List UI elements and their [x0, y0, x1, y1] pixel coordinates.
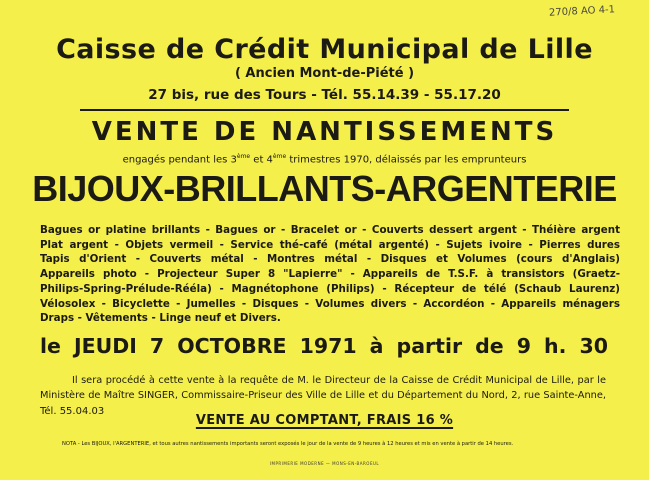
conditions-line: Il sera procédé à cette vente à la requête de M. le Directeur de la Caisse de Crédit Municipal de Lille, par le	[72, 375, 606, 386]
sale-period-mid: et 4	[250, 154, 273, 166]
sale-period-sup2: ème	[272, 153, 287, 160]
archive-mark: 270/8 AO 4-1	[548, 4, 616, 19]
sale-period-sup1: ème	[236, 153, 251, 160]
items-line: Vélosolex - Bicyclette - Jumelles - Disques - Volumes divers - Accordéon - Appareils ménagers	[40, 297, 620, 310]
items-line: Tapis d'Orient - Couverts métal - Montres métal - Disques et Volumes (cours d'Anglais)	[40, 253, 620, 266]
items-list	[40, 223, 620, 326]
sale-title: VENTE DE NANTISSEMENTS	[91, 117, 558, 147]
nota: NOTA - Les BIJOUX, l'ARGENTERIE, et tous autres nantissements importants seront exposés le jour de la vente de 9 heures à 12 heures et mis en vente à partir de 14 heures.	[62, 441, 514, 447]
institution-title: Caisse de Crédit Municipal de Lille	[56, 34, 593, 65]
institution-subtitle: ( Ancien Mont-de-Piété )	[234, 66, 415, 81]
items-line: Plat argent - Objets vermeil - Service thé-café (métal argenté) - Sujets ivoire - Pierres dures	[40, 238, 620, 251]
conditions-line: Ministère de Maître SINGER, Commissaire-Priseur des Ville de Lille et du Département du Nord, 2, rue Sainte-Anne,	[40, 390, 606, 402]
items-line: Philips-Spring-Prélude-Rééla) - Magnétophone (Philips) - Récepteur de télé (Schaub Laurenz)	[40, 282, 620, 295]
sale-period-pre: engagés pendant les 3	[122, 154, 237, 166]
items-line: Bagues or platine brillants - Bagues or - Bracelet or - Couverts dessert argent - Théière argent	[40, 224, 620, 236]
sale-date: le JEUDI 7 OCTOBRE 1971 à partir de 9 h. 30	[40, 334, 608, 358]
divider	[80, 109, 569, 111]
sale-period-post: trimestres 1970, délaissés par les emprunteurs	[286, 154, 527, 166]
items-line: Appareils photo - Projecteur Super 8 "Lapierre" - Appareils de T.S.F. à transistors (Graetz-	[40, 268, 620, 281]
institution-address: 27 bis, rue des Tours - Tél. 55.14.39 - 55.17.20	[148, 87, 501, 103]
items-line: Draps - Vêtements - Linge neuf et Divers.	[40, 312, 281, 325]
conditions-line: Tél. 55.04.03	[40, 405, 105, 417]
payment-terms: VENTE AU COMPTANT, FRAIS 16 %	[195, 413, 454, 428]
printer-credit: IMPRIMERIE MODERNE — MONS-EN-BAROEUL	[269, 461, 380, 466]
sale-conditions	[40, 373, 606, 419]
sale-period	[0, 153, 649, 165]
sale-headline: BIJOUX-BRILLANTS-ARGENTERIE	[32, 168, 617, 209]
